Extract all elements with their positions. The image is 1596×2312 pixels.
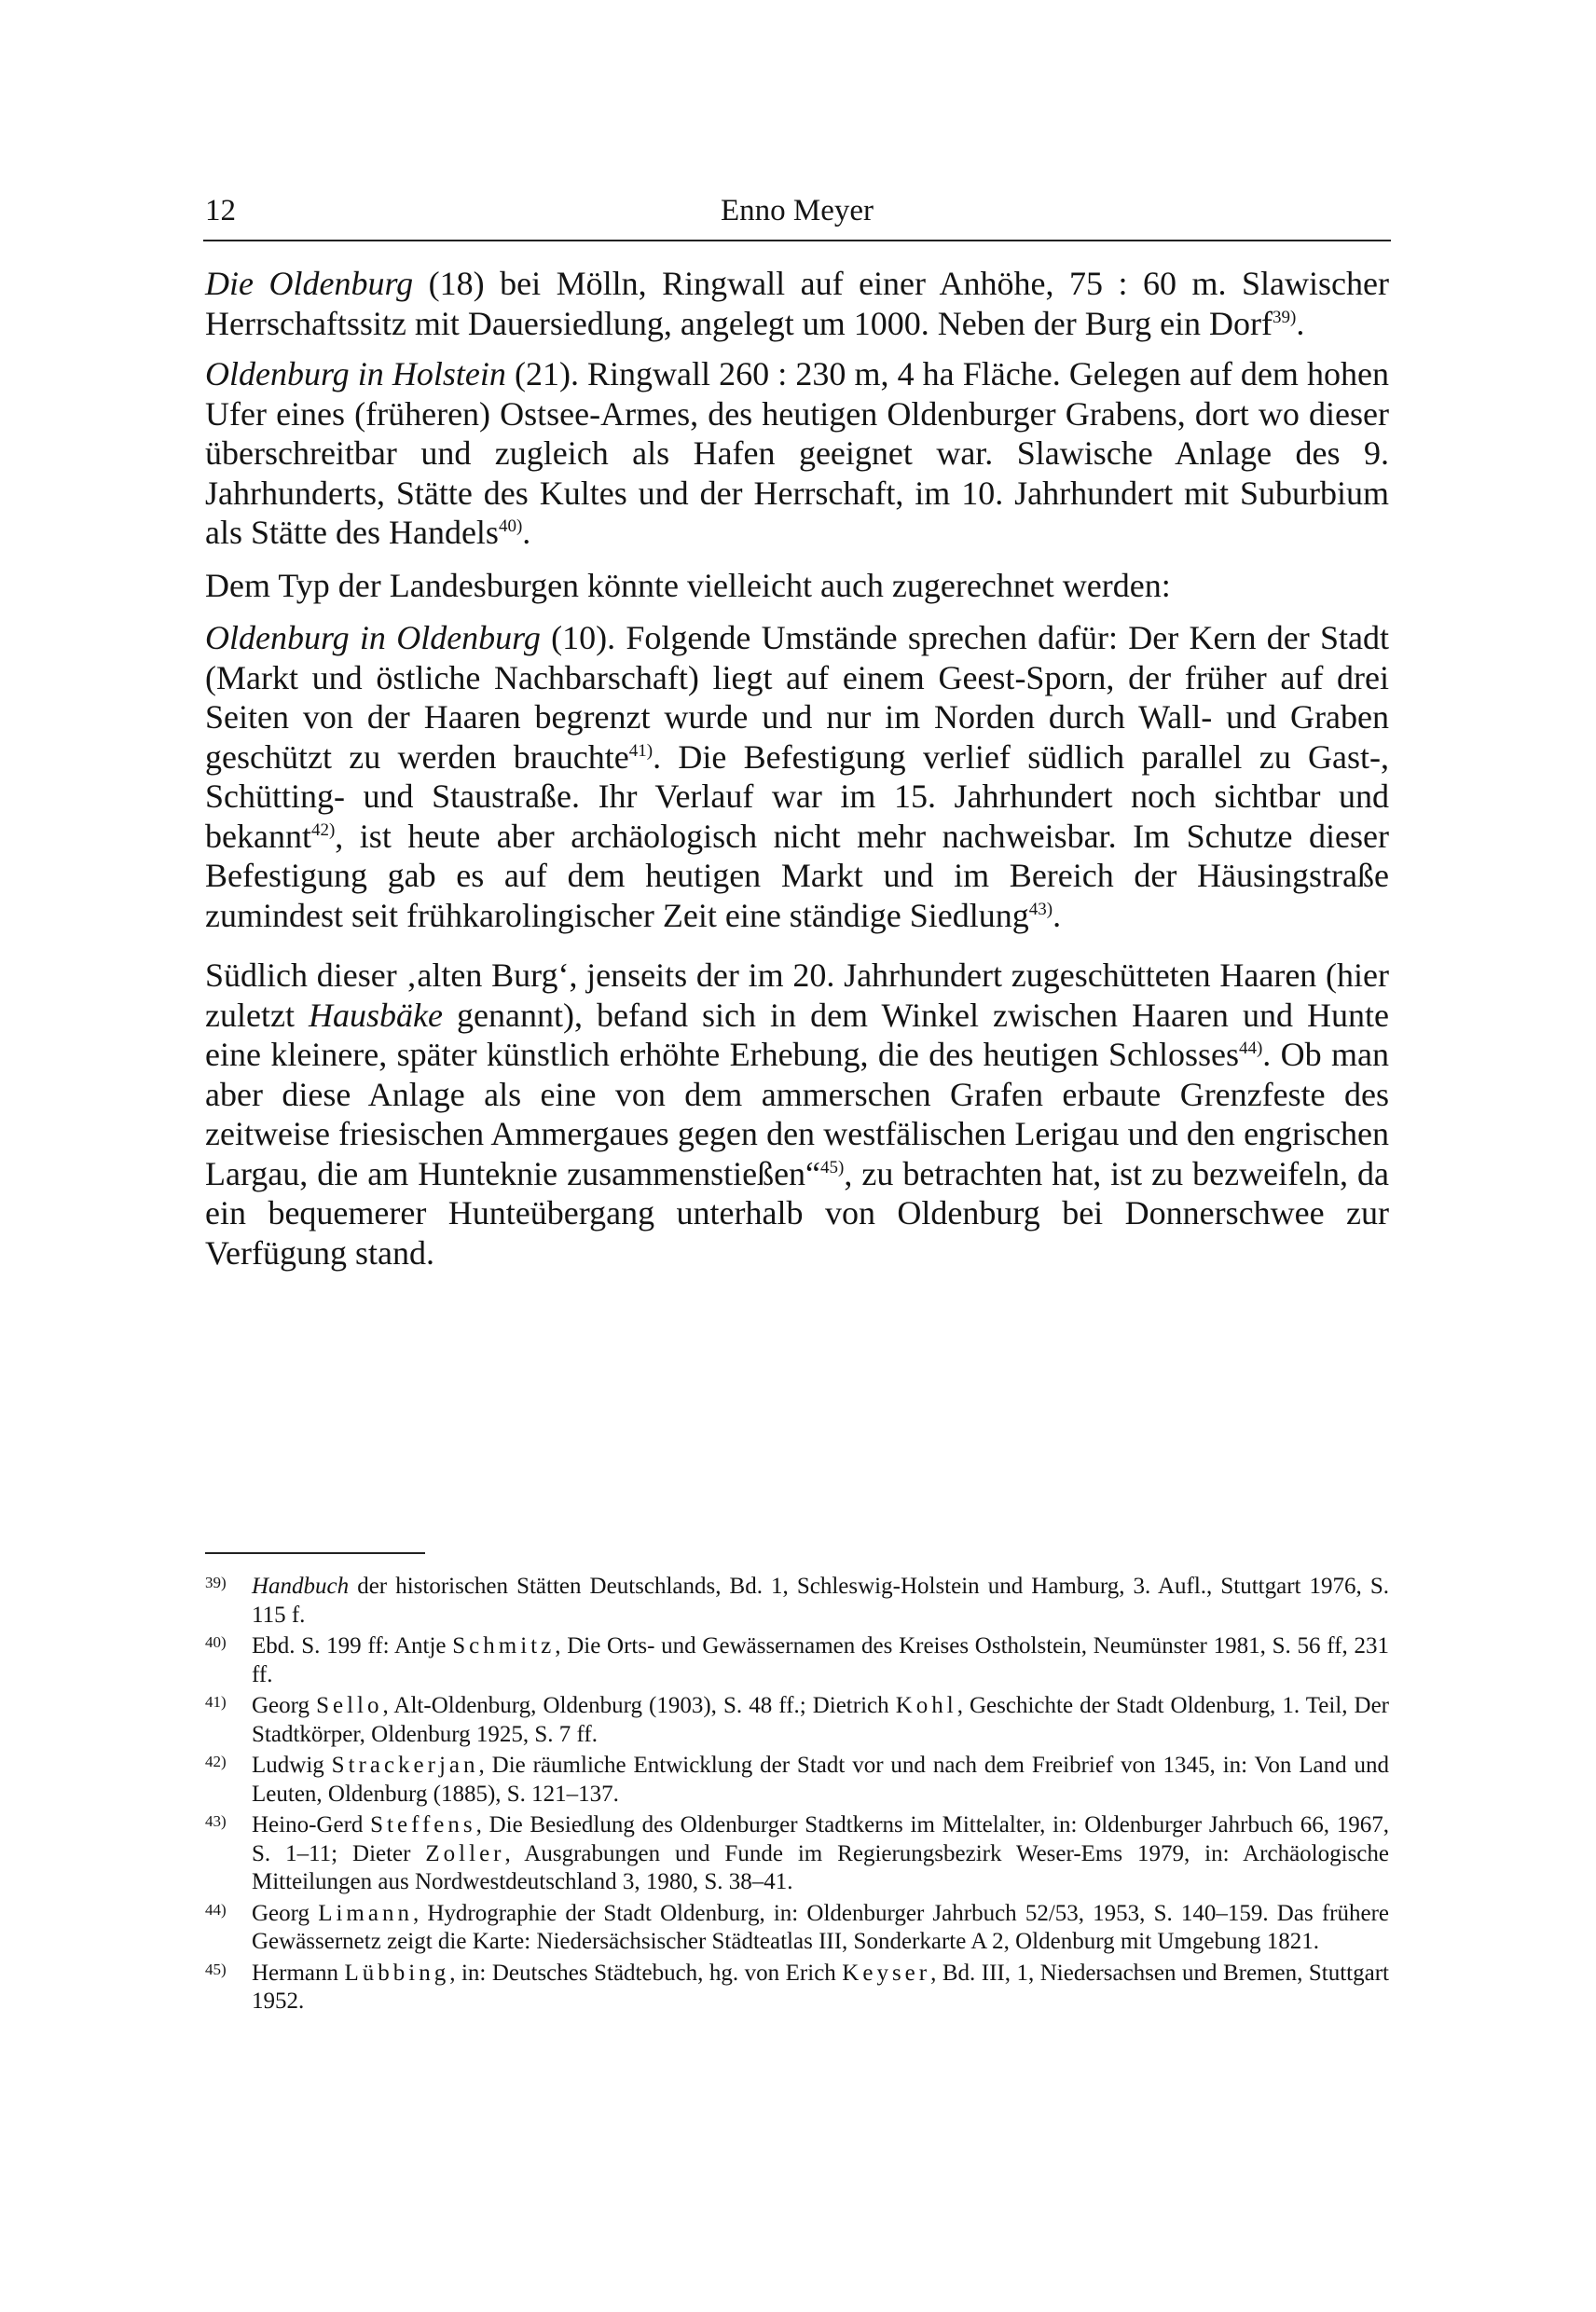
main-text: [205, 264, 1389, 1286]
footnote-39: 39) Handbuch der historischen Stätten Deutschlands, Bd. 1, Schleswig-Holstein und Hamburg, 3. Aufl., Stuttgart 1976, S. 115 f.: [205, 1574, 1389, 1628]
paragraph-landesburgen: Dem Typ der Landesburgen könnte vielleicht auch zugerechnet werden:: [205, 566, 1171, 604]
footnote-45: 45) Hermann Lübbing, in: Deutsches Städtebuch, hg. von Erich Keyser, Bd. III, 1, Niedersachsen und Bremen, Stuttgart 1952.: [205, 1960, 1389, 2014]
author-name: Schmitz: [452, 1633, 556, 1658]
footnote-ref: 42): [310, 819, 336, 840]
page-number: 12: [205, 194, 236, 227]
footnote-number: 45): [205, 1960, 227, 1978]
paragraph-alte-burg: Südlich dieser ‚alten Burg‘, jenseits der im 20. Jahrhundert zugeschütteten Haaren (hier zuletzt Hausbäke genannt), befand sich in dem Winkel zwischen Haaren und Hunte eine kleinere, später künstlich erhöhte Erhebung, die des heutigen Schlosses$^{44)}$. Ob man aber diese Anlage als eine von dem ammerschen Grafen erbaute Grenzfeste des zeitweise friesischen Ammergaues gegen den westfälischen Lerigau und den engrischen Largau, die am Hunteknie zusammenstießen“$^{45)}$, zu betrachten hat, ist zu bezweifeln, da ein bequemerer Hunteübergang unterhalb von Oldenburg bei Donnerschwee zur Verfügung stand.: [205, 956, 1390, 1272]
footnote-number: 44): [205, 1900, 227, 1919]
footnote-ref: 45): [820, 1157, 845, 1177]
footnote-ref: 44): [1238, 1039, 1263, 1058]
paragraph-oldenburg-moelln: Die Oldenburg (18) bei Mölln, Ringwall auf einer Anhöhe, 75 : 60 m. Slawischer Herrschaftssitz mit Dauersiedlung, angelegt um 1000. Neben der Burg ein Dorf$^{39)}$.: [205, 265, 1389, 342]
author-name: Lübbing: [344, 1960, 450, 1986]
paragraph-oldenburg-oldenburg: Oldenburg in Oldenburg (10). Folgende Umstände sprechen dafür: Der Kern der Stadt (Markt und östliche Nachbarschaft) liegt auf einem Geest-Sporn, der früher auf drei Seiten von der Haaren begrenzt wurde und nur im Norden durch Wall- und Graben geschützt zu werden brauchte$^{41)}$. Die Befestigung verlief südlich parallel zu Gast-, Schütting- und Staustraße. Ihr Verlauf war im 15. Jahrhundert noch sichtbar und bekannt$^{42)}$, ist heute aber archäologisch nicht mehr nachweisbar. Im Schutze dieser Befestigung gab es auf dem heutigen Markt und im Bereich der Häusingstraße zumindest seit frühkarolingischer Zeit eine ständige Siedlung$^{43)}$.: [205, 619, 1390, 934]
author-name: Sello: [316, 1693, 383, 1718]
footnote-number: 39): [205, 1574, 227, 1591]
place-name: Hausbäke: [309, 996, 443, 1034]
footnote-ref: 43): [1028, 899, 1053, 919]
footnote-number: 41): [205, 1693, 227, 1711]
place-name: Oldenburg in Holstein: [205, 355, 506, 392]
footnote-rule: [205, 1552, 425, 1554]
footnote-number: 43): [205, 1812, 227, 1830]
footnote-44: 44) Georg Limann, Hydrographie der Stadt Oldenburg, in: Oldenburger Jahrbuch 52/53, 1953, S. 140–159. Das frühere Gewässernetz zeigt die Karte: Niedersächsischer Städteatlas III, Sonderkarte A 2, Oldenburg mit Umgebung 1821.: [205, 1900, 1389, 1954]
footnotes: [205, 1573, 1389, 2019]
header-rule: [203, 240, 1391, 241]
place-name: Die Oldenburg: [205, 265, 414, 302]
author-name: Zoller: [425, 1840, 505, 1866]
footnote-42: 42) Ludwig Strackerjan, Die räumliche Entwicklung der Stadt vor und nach dem Freibrief von 1345, in: Von Land und Leuten, Oldenburg (1885), S. 121–137.: [205, 1753, 1390, 1807]
author-name: Limann: [318, 1900, 413, 1926]
author-name: Steffens: [370, 1812, 476, 1837]
footnote-ref: 41): [628, 740, 654, 761]
footnote-number: 40): [205, 1633, 227, 1651]
author-name: Strackerjan: [331, 1753, 479, 1778]
running-head: Enno Meyer: [720, 194, 874, 227]
footnote-ref: 40): [498, 516, 523, 536]
place-name: Oldenburg in Oldenburg: [205, 619, 541, 656]
footnote-41: 41) Georg Sello, Alt-Oldenburg, Oldenburg (1903), S. 48 ff.; Dietrich Kohl, Geschichte der Stadt Oldenburg, 1. Teil, Der Stadtkörper, Oldenburg 1925, S. 7 ff.: [205, 1693, 1389, 1747]
paragraph-oldenburg-holstein: Oldenburg in Holstein (21). Ringwall 260 : 230 m, 4 ha Fläche. Gelegen auf dem hohen Ufer eines (früheren) Ostsee-Armes, des heutigen Oldenburger Grabens, dort wo dieser überschreitbar und zugleich als Hafen geeignet war. Slawische Anlage des 9. Jahrhunderts, Stätte des Kultes und der Herrschaft, im 10. Jahrhundert mit Suburbium als Stätte des Handels$^{40)}$.: [205, 355, 1389, 551]
footnote-43: 43) Heino-Gerd Steffens, Die Besiedlung des Oldenburger Stadtkerns im Mittelalter, in: Oldenburger Jahrbuch 66, 1967, S. 1–11; Dieter Zoller, Ausgrabungen und Funde im Regierungsbezirk Weser-Ems 1979, in: Archäologische Mitteilungen aus Nordwestdeutschland 3, 1980, S. 38–41.: [205, 1812, 1389, 1894]
author-name: Keyser: [842, 1960, 931, 1986]
author-name: Kohl: [895, 1693, 957, 1718]
page-header: [205, 190, 1389, 237]
footnote-number: 42): [205, 1753, 227, 1770]
footnote-40: 40) Ebd. S. 199 ff: Antje Schmitz, Die Orts- und Gewässernamen des Kreises Ostholstein, Neumünster 1981, S. 56 ff, 231 ff.: [205, 1633, 1390, 1687]
footnote-ref: 39): [1273, 307, 1297, 327]
